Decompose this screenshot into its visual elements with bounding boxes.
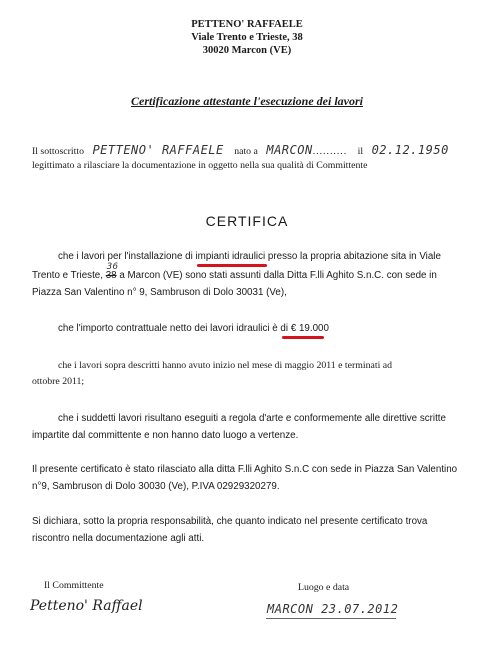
handwritten-house-number: 36: [106, 262, 119, 272]
handwritten-birth-city: MARCON: [266, 143, 313, 157]
header-city: 30020 Marcon (VE): [202, 45, 292, 56]
handwritten-place-date: MARCON 23.07.2012: [267, 602, 399, 616]
document-title: Certificazione attestante l'esecuzione dei lavori: [131, 94, 363, 108]
certifica-heading: CERTIFICA: [205, 213, 289, 229]
para1-text-b: presso la propria abitazione sita in Viale: [267, 251, 441, 262]
para2-text: che l'importo contrattuale netto dei lavori idraulici è di: [58, 323, 289, 334]
para2-line: [58, 321, 329, 337]
highlight-impianti-idraulici: impianti idraulici: [195, 251, 266, 262]
header-name: PETTENO' RAFFAELE: [191, 19, 303, 30]
para1-text-d: a Marcon (VE) sono stati assunti dalla Ditta F.lli Aghito S.n.C. con sede in: [119, 270, 437, 281]
red-underline-amount: [282, 336, 324, 339]
para5-line-2: n°9, Sambruson di Dolo 30030 (Ve), P.IVA 02929320279.: [32, 481, 280, 492]
red-underline-impianti: [197, 264, 267, 267]
struck-house-number: 38: [105, 270, 117, 281]
committente-label: Il Committente: [44, 580, 104, 591]
para3-line-2: ottobre 2011;: [32, 376, 85, 387]
intro-text-c: il: [357, 146, 364, 157]
para1-text-c: Trento e Trieste,: [32, 270, 103, 281]
house-number-correction: [105, 262, 119, 284]
para6-line-2: riscontro nella documentazione agli atti.: [32, 533, 205, 544]
handwritten-name: PETTENO' RAFFAELE: [92, 143, 224, 157]
place-date-line: [266, 618, 396, 619]
intro-dots: ..........: [312, 146, 348, 157]
handwritten-birth-date: 02.12.1950: [371, 143, 449, 157]
contract-amount: € 19.000: [290, 323, 329, 334]
intro-line-2: legittimato a rilasciare la documentazione in oggetto nella sua qualità di Committente: [32, 160, 368, 171]
para1-line-2: [32, 262, 437, 284]
para4-line-2: impartite dal committente e non hanno dato luogo a vertenze.: [32, 430, 299, 441]
header-street: Viale Trento e Trieste, 38: [191, 32, 303, 43]
para1-text-a: che i lavori per l'installazione di: [58, 251, 193, 262]
para4-line-1: che i suddetti lavori risultano eseguiti a regola d'arte e conformemente alle direttive scritte: [58, 413, 446, 424]
para1-line-3: Piazza San Valentino n° 9, Sambruson di Dolo 30031 (Ve),: [32, 287, 287, 298]
intro-text-a: Il sottoscritto: [32, 146, 84, 157]
place-date-label: Luogo e data: [298, 582, 350, 593]
intro-text-b: nato a: [234, 146, 258, 157]
para5-line-1: Il presente certificato è stato rilasciato alla ditta F.lli Aghito S.n.C con sede in Piazza San Valentino: [32, 464, 458, 475]
para6-line-1: Si dichiara, sotto la propria responsabilità, che quanto indicato nel presente certificato trova: [32, 516, 428, 527]
para3-line-1: che i lavori sopra descritti hanno avuto inizio nel mese di maggio 2011 e terminati ad: [58, 360, 392, 371]
committente-signature: Petteno' Raffael: [30, 598, 143, 614]
